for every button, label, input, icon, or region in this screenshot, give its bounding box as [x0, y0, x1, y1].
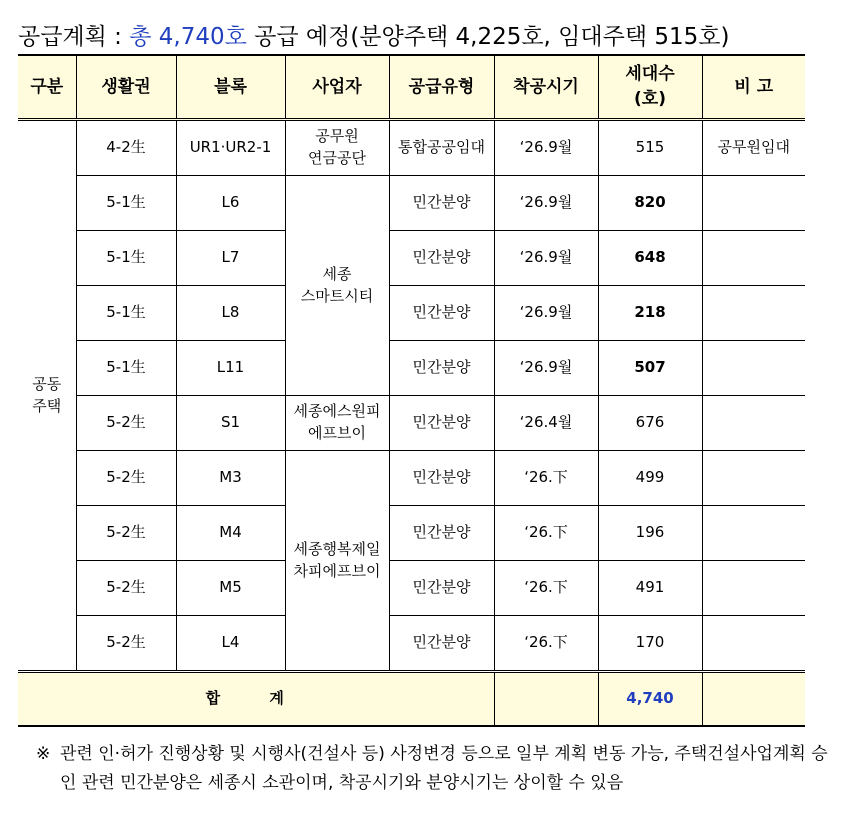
table-row: [18, 616, 805, 672]
supply-type-cell: 민간분양: [389, 506, 494, 561]
zone-cell: 5-1生: [76, 286, 176, 341]
block-cell: UR1·UR2-1: [176, 120, 285, 176]
table-row: [18, 341, 805, 396]
note-cell: 공무원임대: [702, 120, 805, 176]
note-cell: [702, 176, 805, 231]
units-cell: 515: [598, 120, 702, 176]
header-units: 세대수 (호): [598, 55, 702, 120]
title-suffix: 공급 예정(분양주택 4,225호, 임대주택 515호): [246, 24, 730, 50]
developer-cell: 공무원 연금공단: [285, 120, 389, 176]
table-row: [18, 231, 805, 286]
units-cell: 196: [598, 506, 702, 561]
start-date-cell: ‘26.9월: [494, 176, 598, 231]
block-cell: L4: [176, 616, 285, 672]
units-cell: 491: [598, 561, 702, 616]
units-cell: 507: [598, 341, 702, 396]
supply-type-cell: 민간분양: [389, 451, 494, 506]
category-cell: 공동 주택: [18, 120, 76, 672]
note-cell: [702, 286, 805, 341]
note-cell: [702, 506, 805, 561]
start-date-cell: ‘26.9월: [494, 286, 598, 341]
total-empty-cell: [494, 672, 598, 727]
start-date-cell: ‘26.4월: [494, 396, 598, 451]
zone-cell: 5-2生: [76, 451, 176, 506]
table-row: [18, 120, 805, 176]
supply-type-cell: 통합공공임대: [389, 120, 494, 176]
start-date-cell: ‘26.下: [494, 506, 598, 561]
title-prefix: 공급계획 :: [18, 24, 130, 50]
block-cell: L7: [176, 231, 285, 286]
page-title: [18, 18, 729, 51]
block-cell: S1: [176, 396, 285, 451]
developer-cell: 세종에스원피 에프브이: [285, 396, 389, 451]
supply-type-cell: 민간분양: [389, 561, 494, 616]
supply-plan-table: [18, 54, 805, 727]
header-supply-type: 공급유형: [389, 55, 494, 120]
start-date-cell: ‘26.下: [494, 561, 598, 616]
total-label: 합 계: [205, 689, 306, 708]
block-cell: L11: [176, 341, 285, 396]
total-row: [18, 672, 805, 727]
developer-cell: 세종행복제일 차피에프브이: [285, 451, 389, 672]
units-cell: 648: [598, 231, 702, 286]
zone-cell: 5-2生: [76, 396, 176, 451]
note-cell: [702, 616, 805, 672]
block-cell: M4: [176, 506, 285, 561]
table-row: [18, 561, 805, 616]
header-note: 비 고: [702, 55, 805, 120]
units-cell: 499: [598, 451, 702, 506]
note-cell: [702, 231, 805, 286]
header-zone: 생활권: [76, 55, 176, 120]
header-start-date: 착공시기: [494, 55, 598, 120]
zone-cell: 4-2生: [76, 120, 176, 176]
total-units-cell: 4,740: [598, 672, 702, 727]
note-cell: [702, 451, 805, 506]
table-row: [18, 396, 805, 451]
footnote: [36, 740, 831, 798]
zone-cell: 5-2生: [76, 561, 176, 616]
note-cell: [702, 396, 805, 451]
zone-cell: 5-2生: [76, 616, 176, 672]
total-label-cell: [18, 672, 494, 727]
supply-type-cell: 민간분양: [389, 231, 494, 286]
start-date-cell: ‘26.下: [494, 451, 598, 506]
header-block: 블록: [176, 55, 285, 120]
supply-type-cell: 민간분양: [389, 616, 494, 672]
header-developer: 사업자: [285, 55, 389, 120]
start-date-cell: ‘26.9월: [494, 231, 598, 286]
total-note-cell: [702, 672, 805, 727]
zone-cell: 5-1生: [76, 341, 176, 396]
note-cell: [702, 341, 805, 396]
units-cell: 170: [598, 616, 702, 672]
block-cell: M3: [176, 451, 285, 506]
block-cell: L6: [176, 176, 285, 231]
units-cell: 820: [598, 176, 702, 231]
title-highlight: 총 4,740호: [129, 24, 247, 50]
table-row: [18, 506, 805, 561]
zone-cell: 5-1生: [76, 231, 176, 286]
start-date-cell: ‘26.9월: [494, 341, 598, 396]
supply-type-cell: 민간분양: [389, 396, 494, 451]
zone-cell: 5-2生: [76, 506, 176, 561]
supply-type-cell: 민간분양: [389, 286, 494, 341]
table-row: [18, 286, 805, 341]
units-cell: 218: [598, 286, 702, 341]
block-cell: M5: [176, 561, 285, 616]
developer-cell: 세종 스마트시티: [285, 176, 389, 396]
block-cell: L8: [176, 286, 285, 341]
table-row: [18, 451, 805, 506]
note-cell: [702, 561, 805, 616]
footnote-text: 관련 인·허가 진행상황 및 시행사(건설사 등) 사정변경 등으로 일부 계획 변동 가능, 주택건설사업계획 승인 관련 민간분양은 세종시 소관이며, 착공시기와 분양시기는 상이할 수 있음: [60, 744, 828, 793]
supply-type-cell: 민간분양: [389, 341, 494, 396]
start-date-cell: ‘26.下: [494, 616, 598, 672]
table-row: [18, 176, 805, 231]
reference-mark: ※: [36, 744, 51, 764]
units-cell: 676: [598, 396, 702, 451]
zone-cell: 5-1生: [76, 176, 176, 231]
header-row: [18, 55, 805, 120]
supply-type-cell: 민간분양: [389, 176, 494, 231]
start-date-cell: ‘26.9월: [494, 120, 598, 176]
header-category: 구분: [18, 55, 76, 120]
